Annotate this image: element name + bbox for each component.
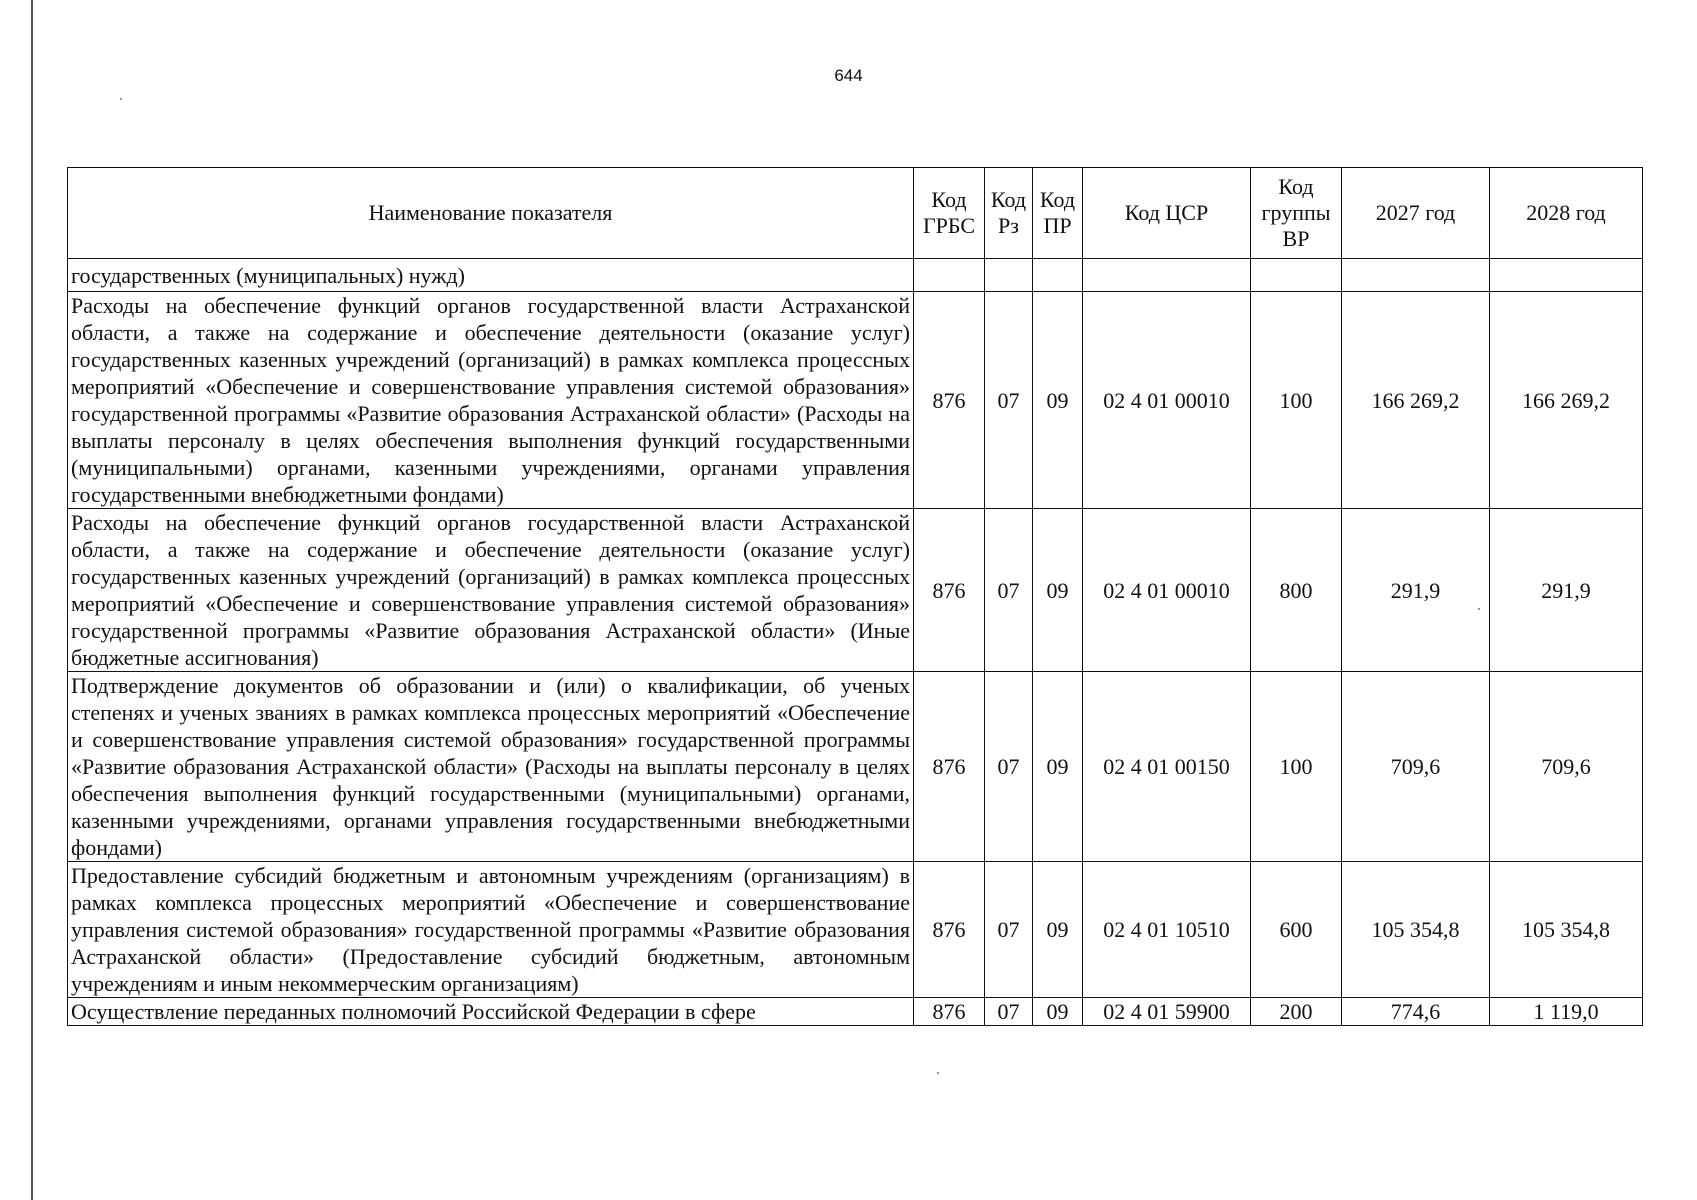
row-rz bbox=[985, 259, 1033, 292]
table-row bbox=[68, 509, 1643, 672]
row-pr: 09 bbox=[1033, 862, 1083, 998]
row-name: Расходы на обеспечение функций органов государственной власти Астраханской области, а также на содержание и обеспечение деятельности (оказание услуг) государственных казенных учреждений (организаций) в рамках комплекса процессных мероприятий «Обеспечение и совершенствование управления системой образования» государственной программы «Развитие образования Астраханской области» (Расходы на выплаты персоналу в целях обеспечения выполнения функций государственными (муниципальными) органами, казенными учреждениями, органами управления государственными внебюджетными фондами) bbox=[68, 292, 914, 509]
row-name: Расходы на обеспечение функций органов государственной власти Астраханской области, а также на содержание и обеспечение деятельности (оказание услуг) государственных казенных учреждений (организаций) в рамках комплекса процессных мероприятий «Обеспечение и совершенствование управления системой образования» государственной программы «Развитие образования Астраханской области» (Иные бюджетные ассигнования) bbox=[68, 509, 914, 672]
row-2028: 291,9 bbox=[1490, 509, 1643, 672]
row-vr: 800 bbox=[1251, 509, 1342, 672]
row-pr: 09 bbox=[1033, 509, 1083, 672]
row-rz: 07 bbox=[985, 862, 1033, 998]
row-csr: 02 4 01 59900 bbox=[1083, 998, 1251, 1026]
row-name: государственных (муниципальных) нужд) bbox=[68, 259, 914, 292]
row-grbs bbox=[914, 259, 985, 292]
row-csr bbox=[1083, 259, 1251, 292]
row-csr: 02 4 01 00010 bbox=[1083, 509, 1251, 672]
row-rz: 07 bbox=[985, 672, 1033, 862]
row-2027: 291,9 bbox=[1342, 509, 1490, 672]
header-rz: Код Рз bbox=[985, 168, 1033, 259]
row-grbs: 876 bbox=[914, 998, 985, 1026]
row-2027: 166 269,2 bbox=[1342, 292, 1490, 509]
table-row bbox=[68, 998, 1643, 1026]
row-2027: 105 354,8 bbox=[1342, 862, 1490, 998]
row-rz: 07 bbox=[985, 509, 1033, 672]
row-2027: 774,6 bbox=[1342, 998, 1490, 1026]
row-2028: 709,6 bbox=[1490, 672, 1643, 862]
row-csr: 02 4 01 00150 bbox=[1083, 672, 1251, 862]
row-csr: 02 4 01 10510 bbox=[1083, 862, 1251, 998]
header-grbs: Код ГРБС bbox=[914, 168, 985, 259]
table-row bbox=[68, 672, 1643, 862]
header-csr: Код ЦСР bbox=[1083, 168, 1251, 259]
budget-table bbox=[67, 167, 1643, 1026]
row-2028: 166 269,2 bbox=[1490, 292, 1643, 509]
row-pr: 09 bbox=[1033, 672, 1083, 862]
row-vr: 100 bbox=[1251, 292, 1342, 509]
row-rz: 07 bbox=[985, 998, 1033, 1026]
binding-edge-line bbox=[31, 0, 33, 1200]
row-grbs: 876 bbox=[914, 292, 985, 509]
row-2028 bbox=[1490, 259, 1643, 292]
page-number: 644 bbox=[834, 66, 863, 85]
header-name: Наименование показателя bbox=[68, 168, 914, 259]
scan-speck bbox=[120, 98, 122, 100]
table-header-row bbox=[68, 168, 1643, 259]
row-rz: 07 bbox=[985, 292, 1033, 509]
row-vr: 100 bbox=[1251, 672, 1342, 862]
row-vr: 200 bbox=[1251, 998, 1342, 1026]
table-row bbox=[68, 292, 1643, 509]
row-grbs: 876 bbox=[914, 862, 985, 998]
row-grbs: 876 bbox=[914, 509, 985, 672]
row-vr bbox=[1251, 259, 1342, 292]
row-vr: 600 bbox=[1251, 862, 1342, 998]
scan-speck bbox=[937, 1072, 939, 1074]
row-name: Подтверждение документов об образовании и (или) о квалификации, об ученых степенях и ученых званиях в рамках комплекса процессных мероприятий «Обеспечение и совершенствование управления системой образования» государственной программы «Развитие образования Астраханской области» (Расходы на выплаты персоналу в целях обеспечения выполнения функций государственными (муниципальными) органами, казенными учреждениями, органами управления государственными внебюджетными фондами) bbox=[68, 672, 914, 862]
row-pr: 09 bbox=[1033, 998, 1083, 1026]
table-row bbox=[68, 862, 1643, 998]
row-2028: 1 119,0 bbox=[1490, 998, 1643, 1026]
row-2028: 105 354,8 bbox=[1490, 862, 1643, 998]
row-2027: 709,6 bbox=[1342, 672, 1490, 862]
header-vr: Код группы ВР bbox=[1251, 168, 1342, 259]
row-csr: 02 4 01 00010 bbox=[1083, 292, 1251, 509]
row-grbs: 876 bbox=[914, 672, 985, 862]
table-row bbox=[68, 259, 1643, 292]
header-2027: 2027 год bbox=[1342, 168, 1490, 259]
row-pr: 09 bbox=[1033, 292, 1083, 509]
row-2027 bbox=[1342, 259, 1490, 292]
header-2028: 2028 год bbox=[1490, 168, 1643, 259]
row-name: Предоставление субсидий бюджетным и автономным учреждениям (организациям) в рамках комплекса процессных мероприятий «Обеспечение и совершенствование управления системой образования» государственной программы «Развитие образования Астраханской области» (Предоставление субсидий бюджетным, автономным учреждениям и иным некоммерческим организациям) bbox=[68, 862, 914, 998]
header-pr: Код ПР bbox=[1033, 168, 1083, 259]
row-name: Осуществление переданных полномочий Российской Федерации в сфере bbox=[68, 998, 914, 1026]
row-pr bbox=[1033, 259, 1083, 292]
